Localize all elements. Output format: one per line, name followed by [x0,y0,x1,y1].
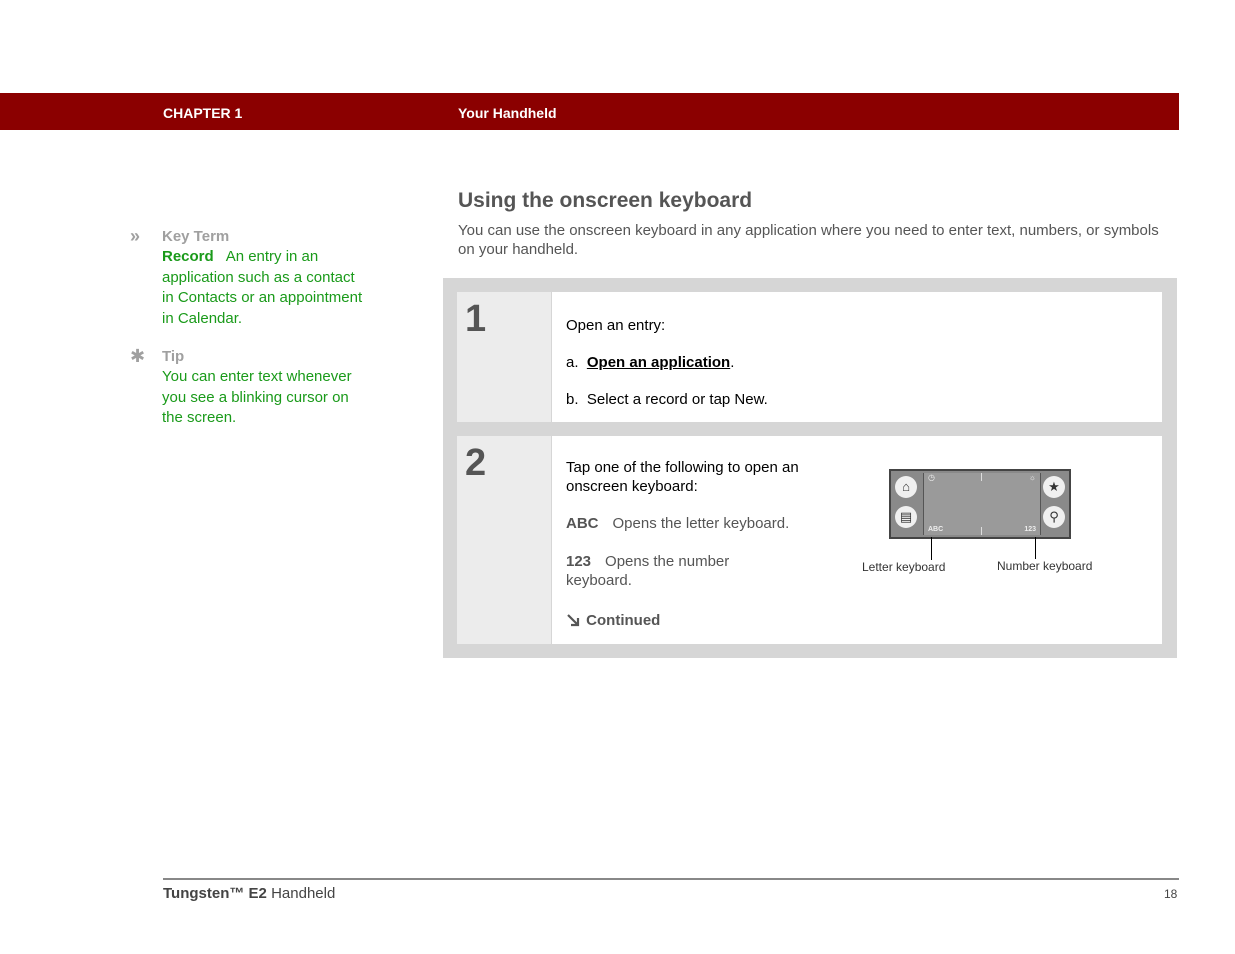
continued-label: Continued [586,612,661,629]
step-1-body [552,292,1162,422]
number-label: 123 [566,553,592,570]
letter-keyboard-callout-line [931,537,932,560]
tip-heading: Tip [162,348,185,365]
graffiti-area [923,473,1041,535]
chapter-label: CHAPTER 1 [163,105,243,121]
step-2-abc-item [566,514,826,533]
number-keyboard-callout: Number keyboard [997,559,1093,573]
asterisk-icon: ✱ [130,346,146,366]
step-1-item-a-prefix: a. [566,354,579,371]
home-icon: ⌂ [895,476,917,498]
star-icon: ★ [1043,476,1065,498]
footer-rule [163,878,1179,880]
sidebar [130,227,370,429]
abc-label: ABC [566,515,599,532]
step-2 [457,436,1162,644]
section-heading: Using the onscreen keyboard [458,189,753,212]
key-term-word: Record [162,248,214,265]
step-1-item-a [566,353,734,372]
footer-product [163,885,335,902]
step-2-intro: Tap one of the following to open an onscreen keyboard: [566,459,799,495]
handheld-input-area-illustration [889,469,1071,539]
brightness-icon: ☼ [1028,473,1036,482]
tip-block [130,347,370,429]
open-application-link[interactable]: Open an application [586,354,731,371]
key-term-definition: An entry in an application such as a contact in Contacts or an appointment in Calendar. [162,248,363,327]
step-2-number: 2 [465,442,487,484]
bottom-divider [981,527,982,535]
tip-text: You can enter text whenever you see a blinking cursor on the screen. [162,368,352,426]
arrow-down-right-icon [566,612,582,628]
number-description: Opens the number keyboard. [566,553,730,589]
clock-icon: ◷ [928,473,935,482]
find-icon: ⚲ [1043,506,1065,528]
top-divider [981,473,982,481]
menu-icon: ▤ [895,506,917,528]
step-1-item-b [566,390,768,409]
section-intro: You can use the onscreen keyboard in any application where you need to enter text, numbers, or symbols on your handheld. [458,222,1159,258]
step-1-item-b-text: Select a record or tap New. [586,391,768,408]
key-term-block [130,227,370,329]
continued-link[interactable] [566,611,660,630]
chapter-title: Your Handheld [458,105,557,121]
footer-product-suffix: Handheld [271,885,336,902]
step-1-item-a-suffix: . [730,354,735,371]
abc-description: Opens the letter keyboard. [612,515,790,532]
step-1-number: 1 [465,298,487,340]
step-1-number-cell [457,292,551,422]
step-1 [457,292,1162,422]
abc-keyboard-button[interactable]: ABC [928,526,944,533]
step-1-title: Open an entry: [566,317,666,334]
number-keyboard-button[interactable]: 123 [1024,526,1036,533]
footer-product-name: Tungsten™ E2 [163,885,267,902]
page-number: 18 [1164,887,1178,901]
step-2-number-cell [457,436,551,644]
double-chevron-icon: » [130,226,141,246]
step-2-123-item [566,552,786,590]
letter-keyboard-callout: Letter keyboard [862,560,946,574]
key-term-text [162,247,370,329]
step-2-body [552,436,1162,644]
number-keyboard-callout-line [1035,537,1036,559]
key-term-heading: Key Term [162,228,230,245]
step-1-item-b-prefix: b. [566,391,579,408]
